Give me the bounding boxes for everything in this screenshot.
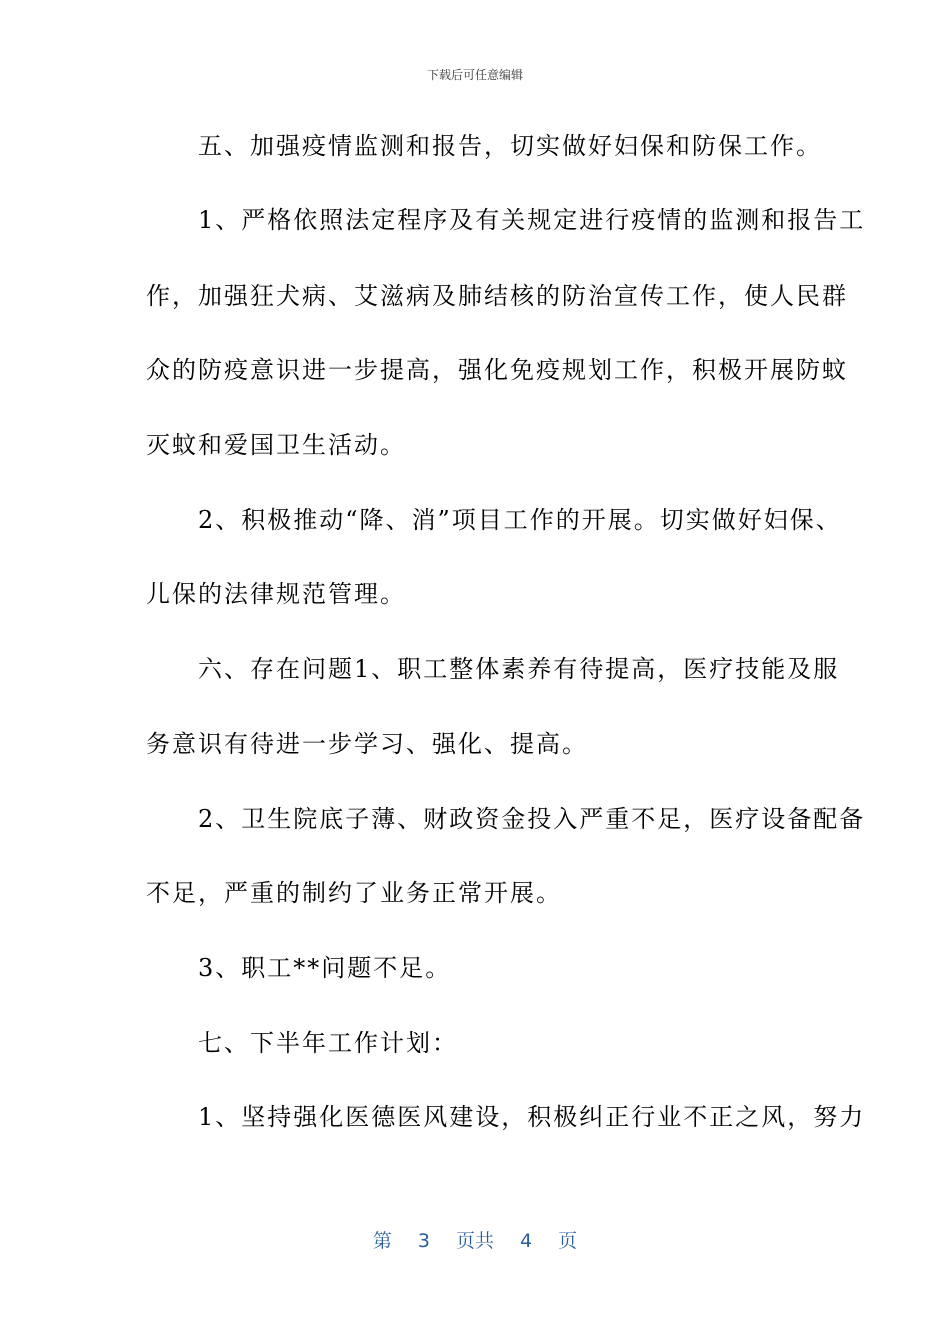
text-line: 务意识有待进一步学习、强化、提高。 xyxy=(146,730,588,758)
text-line: 不足，严重的制约了业务正常开展。 xyxy=(146,879,562,907)
text-line: 1、严格依照法定程序及有关规定进行疫情的监测和报告工 xyxy=(146,206,866,234)
header-note: 下载后可任意编辑 xyxy=(426,68,523,82)
text-line: 1、坚持强化医德医风建设，积极纠正行业不正之风，努力 xyxy=(146,1103,866,1131)
text-line: 2、卫生院底子薄、财政资金投入严重不足，医疗设备配备 xyxy=(146,805,866,833)
footer-suffix: 页 xyxy=(558,1230,578,1252)
text-line: 儿保的法律规范管理。 xyxy=(146,580,406,608)
text-line: 作，加强狂犬病、艾滋病及肺结核的防治宣传工作，使人民群 xyxy=(146,282,848,310)
text-line: 灭蚊和爱国卫生活动。 xyxy=(146,431,406,459)
footer-total-pages: 4 xyxy=(520,1230,533,1252)
text-line: 五、加强疫情监测和报告，切实做好妇保和防保工作。 xyxy=(146,132,822,160)
text-line: 七、下半年工作计划： xyxy=(146,1029,458,1057)
text-line: 2、积极推动“降、消”项目工作的开展。切实做好妇保、 xyxy=(146,506,842,534)
text-line: 3、职工**问题不足。 xyxy=(146,954,452,982)
page-footer xyxy=(0,1226,950,1253)
text-line: 六、存在问题1、职工整体素养有待提高，医疗技能及服 xyxy=(146,655,840,683)
footer-middle: 页共 xyxy=(455,1230,494,1252)
text-line: 众的防疫意识进一步提高，强化免疫规划工作，积极开展防蚊 xyxy=(146,356,848,384)
footer-current-page: 3 xyxy=(417,1230,430,1252)
footer-prefix: 第 xyxy=(372,1230,392,1252)
